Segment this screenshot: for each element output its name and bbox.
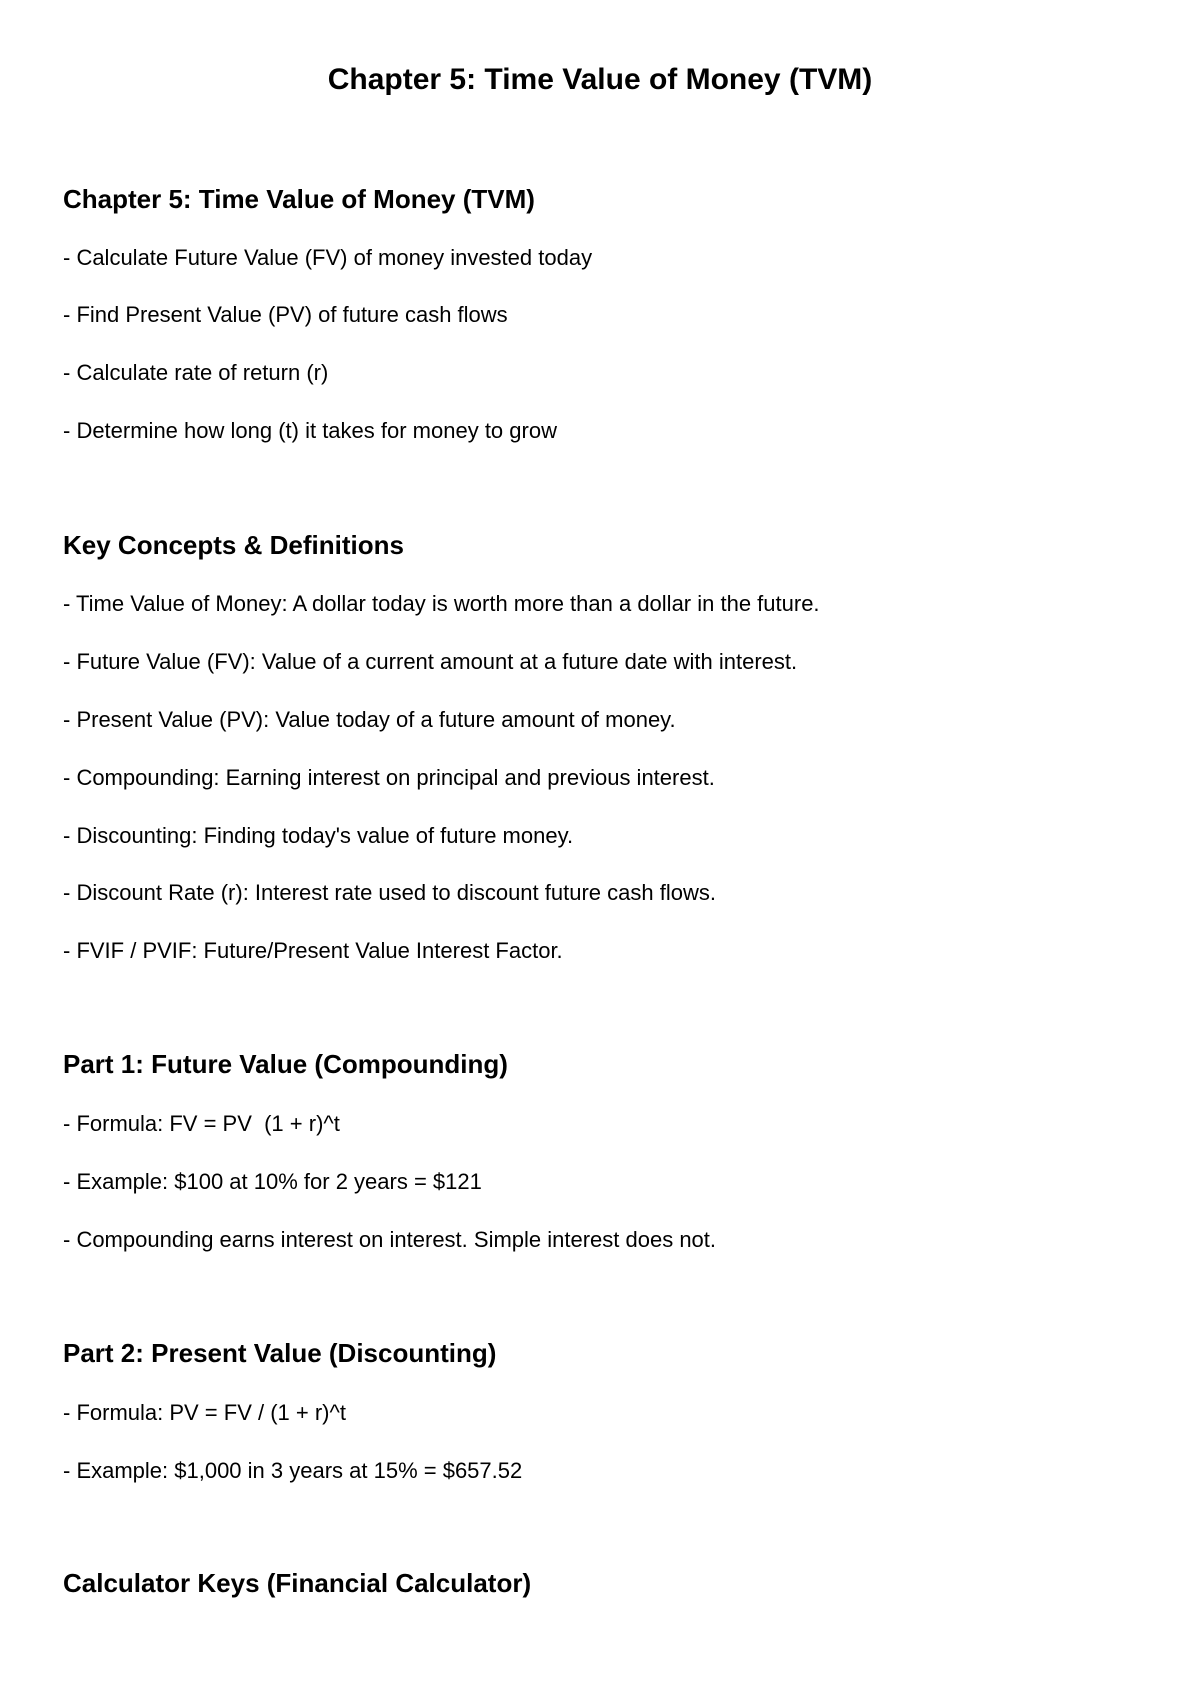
list-item: - Calculate Future Value (FV) of money invested today <box>63 245 593 270</box>
section-heading-key-concepts: Key Concepts & Definitions <box>63 530 404 560</box>
section-heading-future-value: Part 1: Future Value (Compounding) <box>63 1049 508 1079</box>
list-item: - Find Present Value (PV) of future cash flows <box>63 302 508 327</box>
list-item: - Formula: FV = PV (1 + r)^t <box>63 1111 340 1136</box>
list-item: - Present Value (PV): Value today of a future amount of money. <box>63 707 676 732</box>
list-item: - Discount Rate (r): Interest rate used to discount future cash flows. <box>63 880 716 905</box>
page-title: Chapter 5: Time Value of Money (TVM) <box>327 63 873 96</box>
list-item: - Compounding earns interest on interest. Simple interest does not. <box>63 1227 717 1252</box>
list-item: - Calculate rate of return (r) <box>63 360 329 385</box>
list-item: - Determine how long (t) it takes for money to grow <box>63 418 557 443</box>
list-item: - Time Value of Money: A dollar today is worth more than a dollar in the future. <box>63 591 820 616</box>
list-item: - Future Value (FV): Value of a current amount at a future date with interest. <box>63 649 798 674</box>
list-item: - Compounding: Earning interest on principal and previous interest. <box>63 765 715 790</box>
list-item: - Discounting: Finding today's value of future money. <box>63 823 574 848</box>
list-item: - Example: $100 at 10% for 2 years = $121 <box>63 1169 482 1194</box>
list-item: - Example: $1,000 in 3 years at 15% = $657.52 <box>63 1458 523 1483</box>
section-heading-overview: Chapter 5: Time Value of Money (TVM) <box>63 184 535 214</box>
section-heading-present-value: Part 2: Present Value (Discounting) <box>63 1338 497 1368</box>
section-heading-calculator-keys: Calculator Keys (Financial Calculator) <box>63 1568 532 1598</box>
list-item: - FVIF / PVIF: Future/Present Value Interest Factor. <box>63 938 563 963</box>
list-item: - Formula: PV = FV / (1 + r)^t <box>63 1400 346 1425</box>
